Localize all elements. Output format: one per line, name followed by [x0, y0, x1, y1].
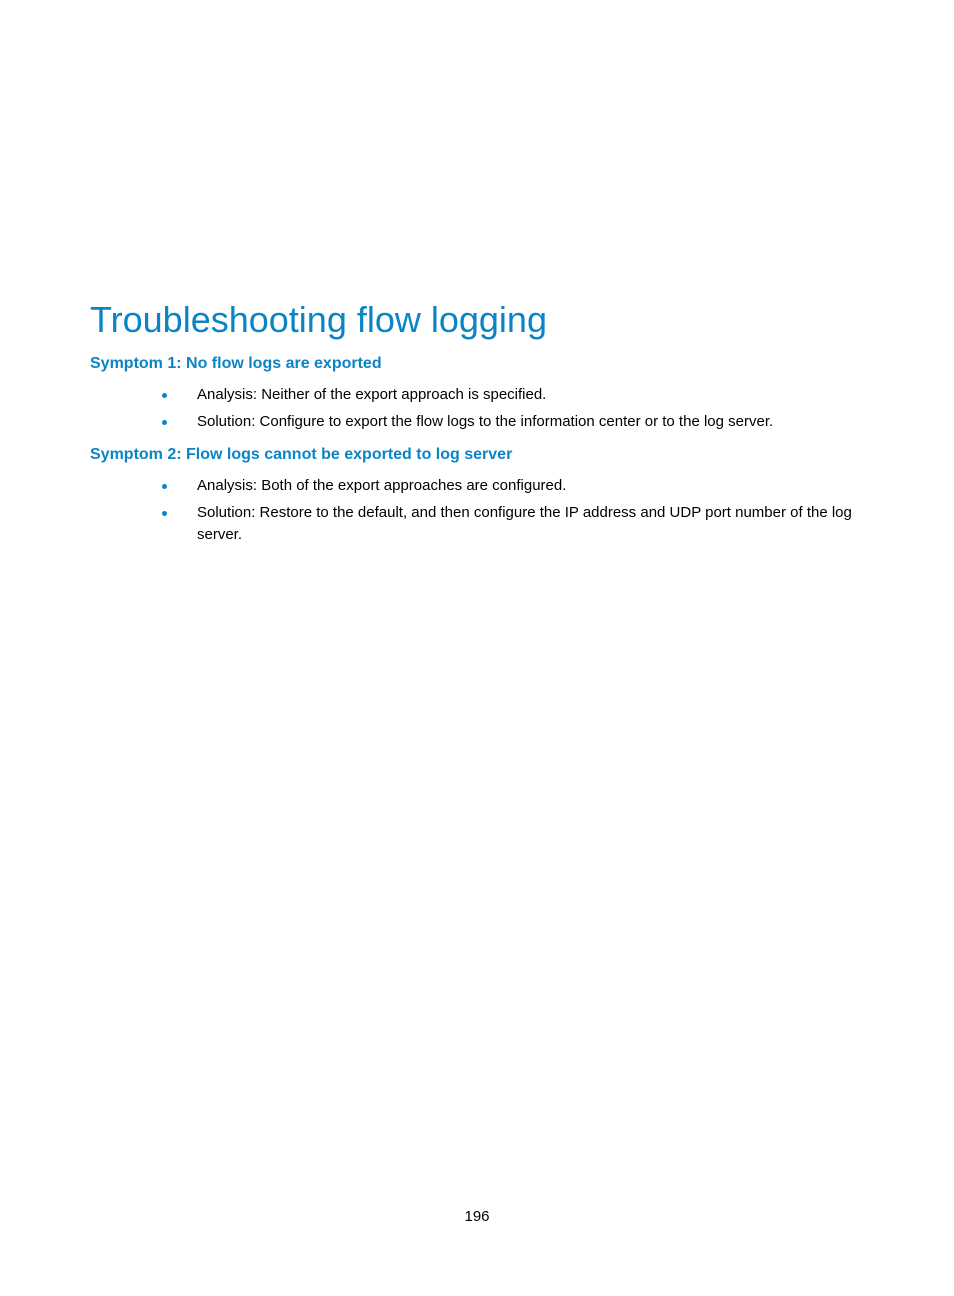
bullet-list-symptom-2 — [158, 475, 870, 551]
list-item — [158, 411, 870, 433]
list-item-text: Solution: Restore to the default, and then configure the IP address and UDP port number of the log server. — [197, 504, 852, 543]
bullet-icon — [162, 393, 167, 398]
list-item-text: Analysis: Neither of the export approach is specified. — [197, 386, 547, 403]
page-number: 196 — [464, 1208, 490, 1225]
bullet-icon — [162, 420, 167, 425]
bullet-icon — [162, 484, 167, 489]
bullet-icon — [162, 511, 167, 516]
list-item — [158, 384, 870, 406]
list-item — [158, 475, 870, 497]
page-title: Troubleshooting flow logging — [90, 299, 547, 340]
list-item — [158, 502, 870, 546]
list-item-text: Solution: Configure to export the flow logs to the information center or to the log server. — [197, 413, 774, 430]
section-heading-symptom-1: Symptom 1: No flow logs are exported — [90, 355, 382, 372]
list-item-text: Analysis: Both of the export approaches are configured. — [197, 477, 567, 494]
section-heading-symptom-2: Symptom 2: Flow logs cannot be exported to log server — [90, 446, 513, 463]
bullet-list-symptom-1 — [158, 384, 870, 438]
